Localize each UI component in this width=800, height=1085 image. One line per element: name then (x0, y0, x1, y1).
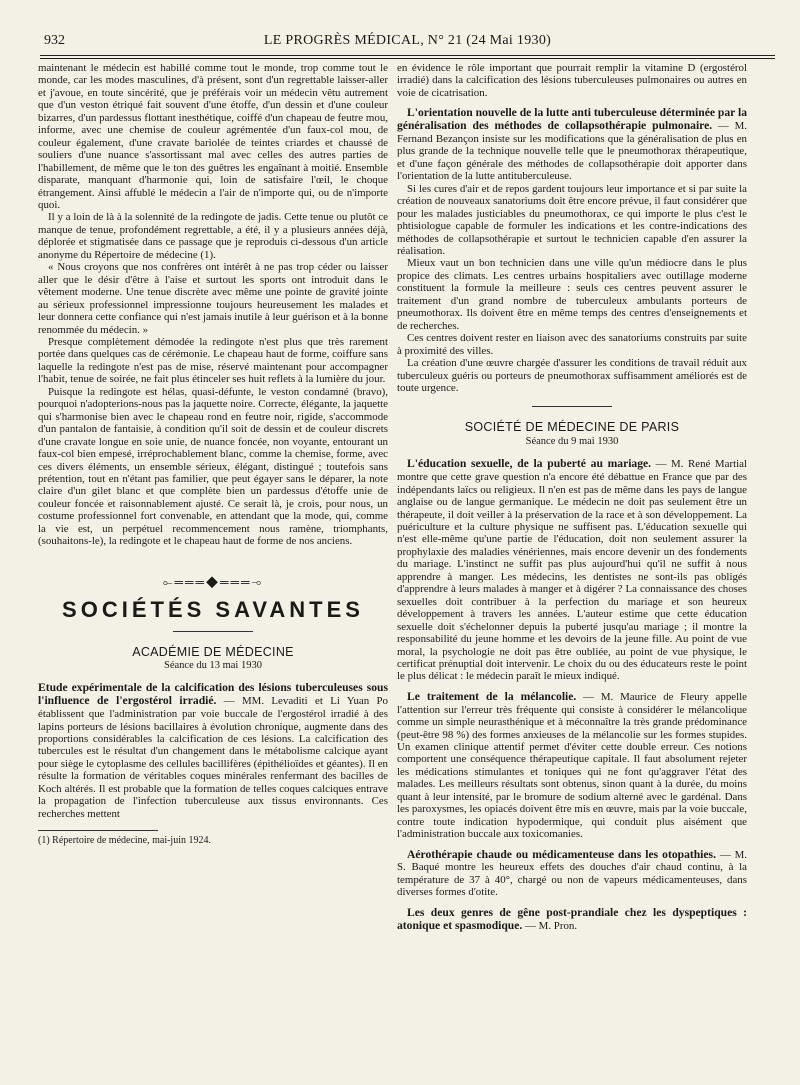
footnote-rule (38, 830, 158, 831)
paragraph: Presque complètement démodée la redingote n'est plus que très rarement portée dans quelques cas de cérémonie. Le chapeau haut de forme, coiffure sans laquelle la redingote n'est pas de mise, réservé maintenant pour accompagner l'habit, tenue de soirée, ne fait plus étinceler ses huit reflets à la lumière du jour. (38, 335, 388, 386)
section-rule (532, 406, 612, 407)
society-heading: ACADÉMIE DE MÉDECINE (132, 644, 294, 659)
paragraph: Il y a loin de là à la solennité de la redingote de jadis. Cette tenue ou plutôt ce manque de tenue, profondément regrettable, a été, il y a plusieurs années déjà, déplorée et stigmatisée dans ce passage que je reproduis ci-dessous d'un article anonyme du Répertoire de médecine (1). (38, 211, 388, 261)
header-rule (40, 55, 775, 56)
article-entry (397, 907, 747, 933)
paragraph: La création d'une œuvre chargée d'assurer les conditions de travail réduit aux tuberculeux guéris ou porteurs de pneumothorax suffisamment améliorés est de toute urgence. (397, 357, 747, 395)
article-body: — M. Pron. (525, 919, 578, 932)
article-body: — M. René Martial montre que cette grave question n'a encore été débattue en France que par des indépendants laïcs ou religieux. Il n'en est pas de même dans les pays de langue anglaise ou de langue germanique. Le médecin ne doit pas seulement être un thérapeute, il doit veiller à la préservation de la race et à son développement. La puériculture et la culture physique ne suffisent pas. L'éducation sexuelle qui n'est elle-même qu'une partie de l'éducation, doit non seulement assurer la prophylaxie des maladies vénériennes, mais encore devenir un des fondements du mariage. L'instinct ne suffit pas plus aujourd'hui qu'il ne suffit à nous apprendre à manger. Les médecins, les dentistes ne sont-ils pas obligés d'apprendre à leurs malades à manger et à digérer ? La connaissance des choses sexuelles doit contribuer à la perfection du mariage et son heureux développement à travers les années. L'auteur estime que cette éducation sexuelle doit s'échelonner depuis la puberté jusqu'au mariage ; il montre la responsabilité du jeune homme et les devoirs de la jeune fille. Au point de vue moral, la psychologie ne doit pas être oubliée, au point de vue physique, le certificat prénuptial doit intervenir. Le choix du ou des éducateurs reste le point le plus délicat : le médecin paraît le mieux indiqué. (397, 458, 747, 683)
section-title: SOCIÉTÉS SAVANTES (62, 597, 364, 623)
left-column (38, 62, 388, 1012)
session-date: Séance du 9 mai 1930 (525, 435, 619, 447)
session-date: Séance du 13 mai 1930 (164, 660, 262, 672)
article-title: Aérothérapie chaude ou médicamenteuse dans les otopathies. (407, 847, 716, 861)
paragraph: Ces centres doivent rester en liaison avec des sanatoriums construits par suite à proximité des villes. (397, 332, 747, 357)
paragraph: Mieux vaut un bon technicien dans une ville qu'un médiocre dans le plus propice des climats. Les centres urbains hospitaliers avec outillage moderne constituent la formule la meilleure : seuls ces centres peuvent assurer le traitement d'un grand nombre de tuberculeux ambulants porteurs de pneumothorax. Ils doivent être en même temps des centres d'enseignements et de recherches. (397, 257, 747, 332)
article-title: L'orientation nouvelle de la lutte anti tuberculeuse déterminée par la généralisation des méthodes de collapsothérapie pulmonaire. (397, 106, 747, 133)
right-column (397, 62, 747, 1012)
article-title: Les deux genres de gêne post-prandiale chez les dyspeptiques : atonique et spasmodique. (397, 905, 747, 932)
paragraph: maintenant le médecin est habillé comme tout le monde, trop comme tout le monde, car les modes masculines, d'à présent, sont d'un regrettable laisser-aller et j'avoue, en toute sincérité, que je préférais voir un médecin vêtu autrement que d'un veston étriqué fait souvent d'une étoffe, d'un dessin et d'une couleur bizarres, d'un pardessus flottant inesthétique, coiffé d'un chapeau de feutre mou, informe, avec une chemise de couleur agrémentée d'un faux-col mou, de couleur également, d'une cravate bariolée de teintes criardes et chaussé de souliers d'une nuance s'assortissant mal avec celles des autres parties de l'habillement, de même que le ton des guêtres les engaînant à moitié. Ensemble disparate, manquant d'harmonie qui, loin de satisfaire l'œil, le choque étrangement. Ainsi affublé le médecin a l'air de n'importe qui, ou de n'importe quoi. (38, 62, 388, 211)
journal-title: LE PROGRÈS MÉDICAL, N° 21 (24 Mai 1930) (263, 33, 552, 48)
article-entry (397, 849, 747, 899)
section-rule (173, 631, 253, 632)
article-title: L'éducation sexuelle, de la puberté au mariage. (407, 457, 652, 471)
article-entry (397, 691, 747, 841)
article-body: — M. Fernand Bezançon insiste sur les modifications que la généralisation de plus en plus grande de la technique nouvelle telle que le pneumothorax thérapeutique, et d'une façon générale des méthodes de collapsothérapie doit apporter dans l'orientation de la lutte antituberculeuse. (397, 120, 747, 183)
article-entry (397, 107, 747, 182)
page-number: 932 (44, 33, 65, 48)
article-entry (397, 458, 747, 683)
paragraph: Si les cures d'air et de repos gardent toujours leur importance et si par suite la création de nouveaux sanatoriums doit être encore prévue, il faut considérer que pour les malades justiciables du pneumothorax, ce qui importe le plus c'est le phtisiologue capable de formuler les indications et les contre-indications des méthodes de collapsothérapie et surtout le technicien capable d'en assurer la réalisation. (397, 182, 747, 258)
footnote: (1) Répertoire de médecine, mai-juin 1924. (38, 835, 211, 847)
paragraph: Puisque la redingote est hélas, quasi-défunte, le veston condamné (bravo), pourquoi n'adopterions-nous pas la jaquette noire. Correcte, élégante, la jaquette qui s'harmonise bien avec le chapeau rond en feutre noir, rigide, s'accommode d'un pantalon de fantaisie, à condition qu'il soit de dessin et de couleur discrets d'une cravate longue en soie unie, de nuance foncée, non voyante, entourant un faux-col bien empesé, irréprochablement blanc, comme la chemise, forme, avec ces divers éléments, un ensemble sérieux, élégant, distingué ; toutefois sans prétention, tout en n'étant pas familier, que peut égayer sans le déparer, la note claire d'un gilet blanc et que complète bien un pardessus d'étoffe unie de couleur foncée et raisonnablement ajusté. Ce serait là, je crois, pour nous, un costume professionnel fort convenable, en attendant que la mode, qui, comme la vie est, un perpétuel recommencement nous ramène, triomphants, (souhaitons-le), la redingote et le chapeau haut de forme de nos anciens. (38, 385, 388, 548)
running-header (40, 33, 775, 53)
header-rule-thin (40, 58, 775, 59)
quote-paragraph: « Nous croyons que nos confrères ont intérêt à ne pas trop céder ou laisser aller que le désir d'être à l'aise et surtout les sports ont introduit dans le vêtement moderne. Une tenue discrète avec même une pointe de gravité jointe au sérieux professionnel impressionne toujours heureusement les malades et leur donnera cette confiance qui n'est jamais inutile à leur guérison et à la bonne renommée du médecin. » (38, 261, 388, 336)
article-body: — MM. Levaditi et Li Yuan Po établissent que l'administration par voie buccale de l'ergostérol irradié à des lapins porteurs de lésions bacillaires à évolution chronique, augmente dans des proportions considérables la calcification de ces lésions. La calcification des tubercules est le résultat d'un changement dans le métabolisme calcique ayant pour siège le cytoplasme des cellules bacillifères (épithélioïdes et géantes). Il en résulte la formation de véritables coques minérales renfermant des bacilles de Koch altérés. Il est probable que la formation de telles coques calciques entrave la propagation de l'infection tuberculeuse aux tissus environnants. Ces recherches mettent (38, 695, 388, 820)
article-body: — M. Maurice de Fleury appelle l'attention sur l'erreur très fréquente qui consiste à considérer le mélancolique comme un simple neurasthénique et à méconnaître la très grande prédominance (peut-être 98 %) des formes anxieuses de la mélancolie sur les formes stupides. Un examen clinique attentif permet d'éviter cette double erreur. Ces notions comportent une conséquence thérapeutique capitale. Il faut absolument rejeter les médications stimulantes et toniques qui ne font qu'aggraver l'état des malades. Les meilleurs résultats sont obtenus, sinon quant à la durée, du moins quant à leur intensité, par le bromure de sodium alterné avec le gardénal. Dans les paroxysmes, les opiacés doivent être mis en œuvre, mais par la voie buccale, contre toute indication hypodermique, qui conduit plus aisément que l'administration buccale aux toxicomanies. (397, 690, 747, 841)
article-entry (38, 682, 388, 820)
article-body: — M. S. Baqué montre les heureux effets des douches d'air chaud continu, à la température de 37 à 40°, chargé ou non de vapeurs médicamenteuses, dans diverses formes d'otite. (397, 848, 747, 899)
ornament-divider: ⟜═══◆═══⊸ (162, 574, 264, 589)
article-title: Le traitement de la mélancolie. (407, 689, 577, 703)
paragraph: en évidence le rôle important que pourrait remplir la vitamine D (ergostérol irradié) dans la calcification des lésions tuberculeuses pulmonaires ou autres en voie de cicatrisation. (397, 62, 747, 99)
society-heading: SOCIÉTÉ DE MÉDECINE DE PARIS (464, 420, 680, 435)
article-title: Etude expérimentale de la calcification des lésions tuberculeuses sous l'influence de l'ergostérol irradié. (38, 681, 388, 708)
